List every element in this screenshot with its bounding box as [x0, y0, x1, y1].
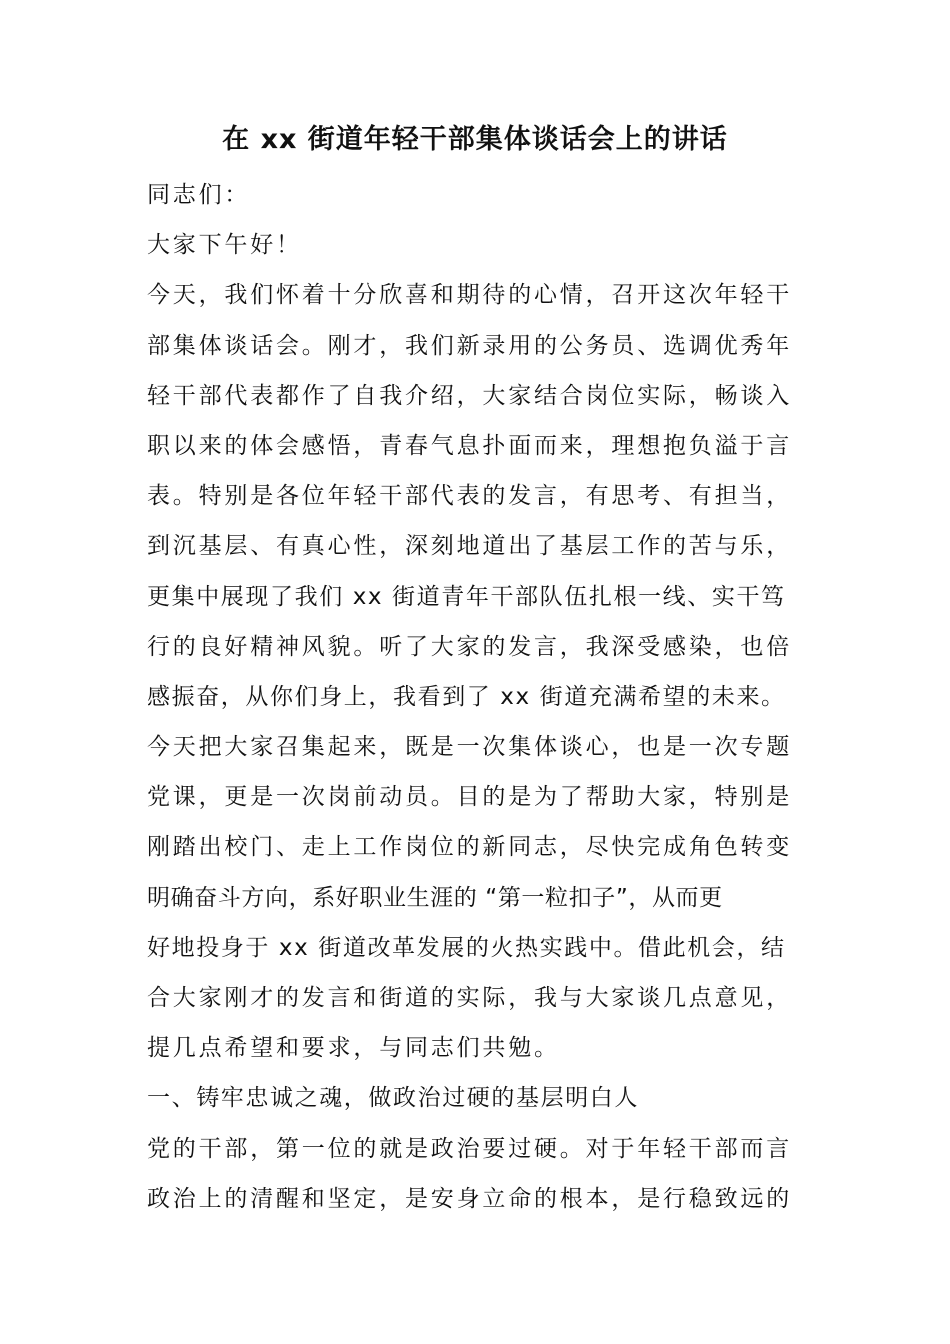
document-title: 在 xx 街道年轻干部集体谈话会上的讲话 [222, 124, 728, 155]
text-line: 今天把大家召集起来，既是一次集体谈心，也是一次专题 [147, 734, 792, 761]
text-line: 更集中展现了我们 xx 街道青年干部队伍扎根一线、实干笃 [147, 583, 786, 610]
text-line: 明确奋斗方向，系好职业生涯的 “第一粒扣子”，从而更 [147, 884, 723, 911]
text-line: 合大家刚才的发言和街道的实际，我与大家谈几点意见， [147, 985, 792, 1011]
salutation: 同志们： [147, 182, 251, 208]
text-line: 感振奋，从你们身上，我看到了 xx 街道充满希望的未来。 [147, 683, 786, 710]
text-line: 表。特别是各位年轻干部代表的发言，有思考、有担当， [147, 483, 792, 510]
text-line: 行的良好精神风貌。听了大家的发言，我深受感染，也倍 [147, 633, 792, 660]
text-line: 今天，我们怀着十分欣喜和期待的心情，召开这次年轻干 [147, 282, 792, 309]
text-line: 政治上的清醒和坚定，是安身立命的根本，是行稳致远的 [147, 1185, 792, 1212]
text-line: 刚踏出校门、走上工作岗位的新同志，尽快完成角色转变 [147, 834, 792, 861]
text-line: 党的干部，第一位的就是政治要过硬。对于年轻干部而言 [147, 1135, 792, 1162]
text-line: 职以来的体会感悟，青春气息扑面而来，理想抱负溢于言 [147, 432, 792, 459]
text-line: 到沉基层、有真心性，深刻地道出了基层工作的苦与乐， [147, 533, 792, 560]
text-line: 轻干部代表都作了自我介绍，大家结合岗位实际，畅谈入 [147, 382, 792, 409]
greeting: 大家下午好！ [147, 232, 302, 259]
text-line: 好地投身于 xx 街道改革发展的火热实践中。借此机会，结 [147, 934, 786, 961]
document-body [147, 170, 807, 1224]
text-line: 部集体谈话会。刚才，我们新录用的公务员、选调优秀年 [147, 332, 792, 359]
section-heading: 一、铸牢忠诚之魂，做政治过硬的基层明白人 [147, 1085, 639, 1112]
text-line: 提几点希望和要求，与同志们共勉。 [147, 1035, 560, 1062]
text-line: 党课，更是一次岗前动员。目的是为了帮助大家，特别是 [147, 784, 792, 811]
